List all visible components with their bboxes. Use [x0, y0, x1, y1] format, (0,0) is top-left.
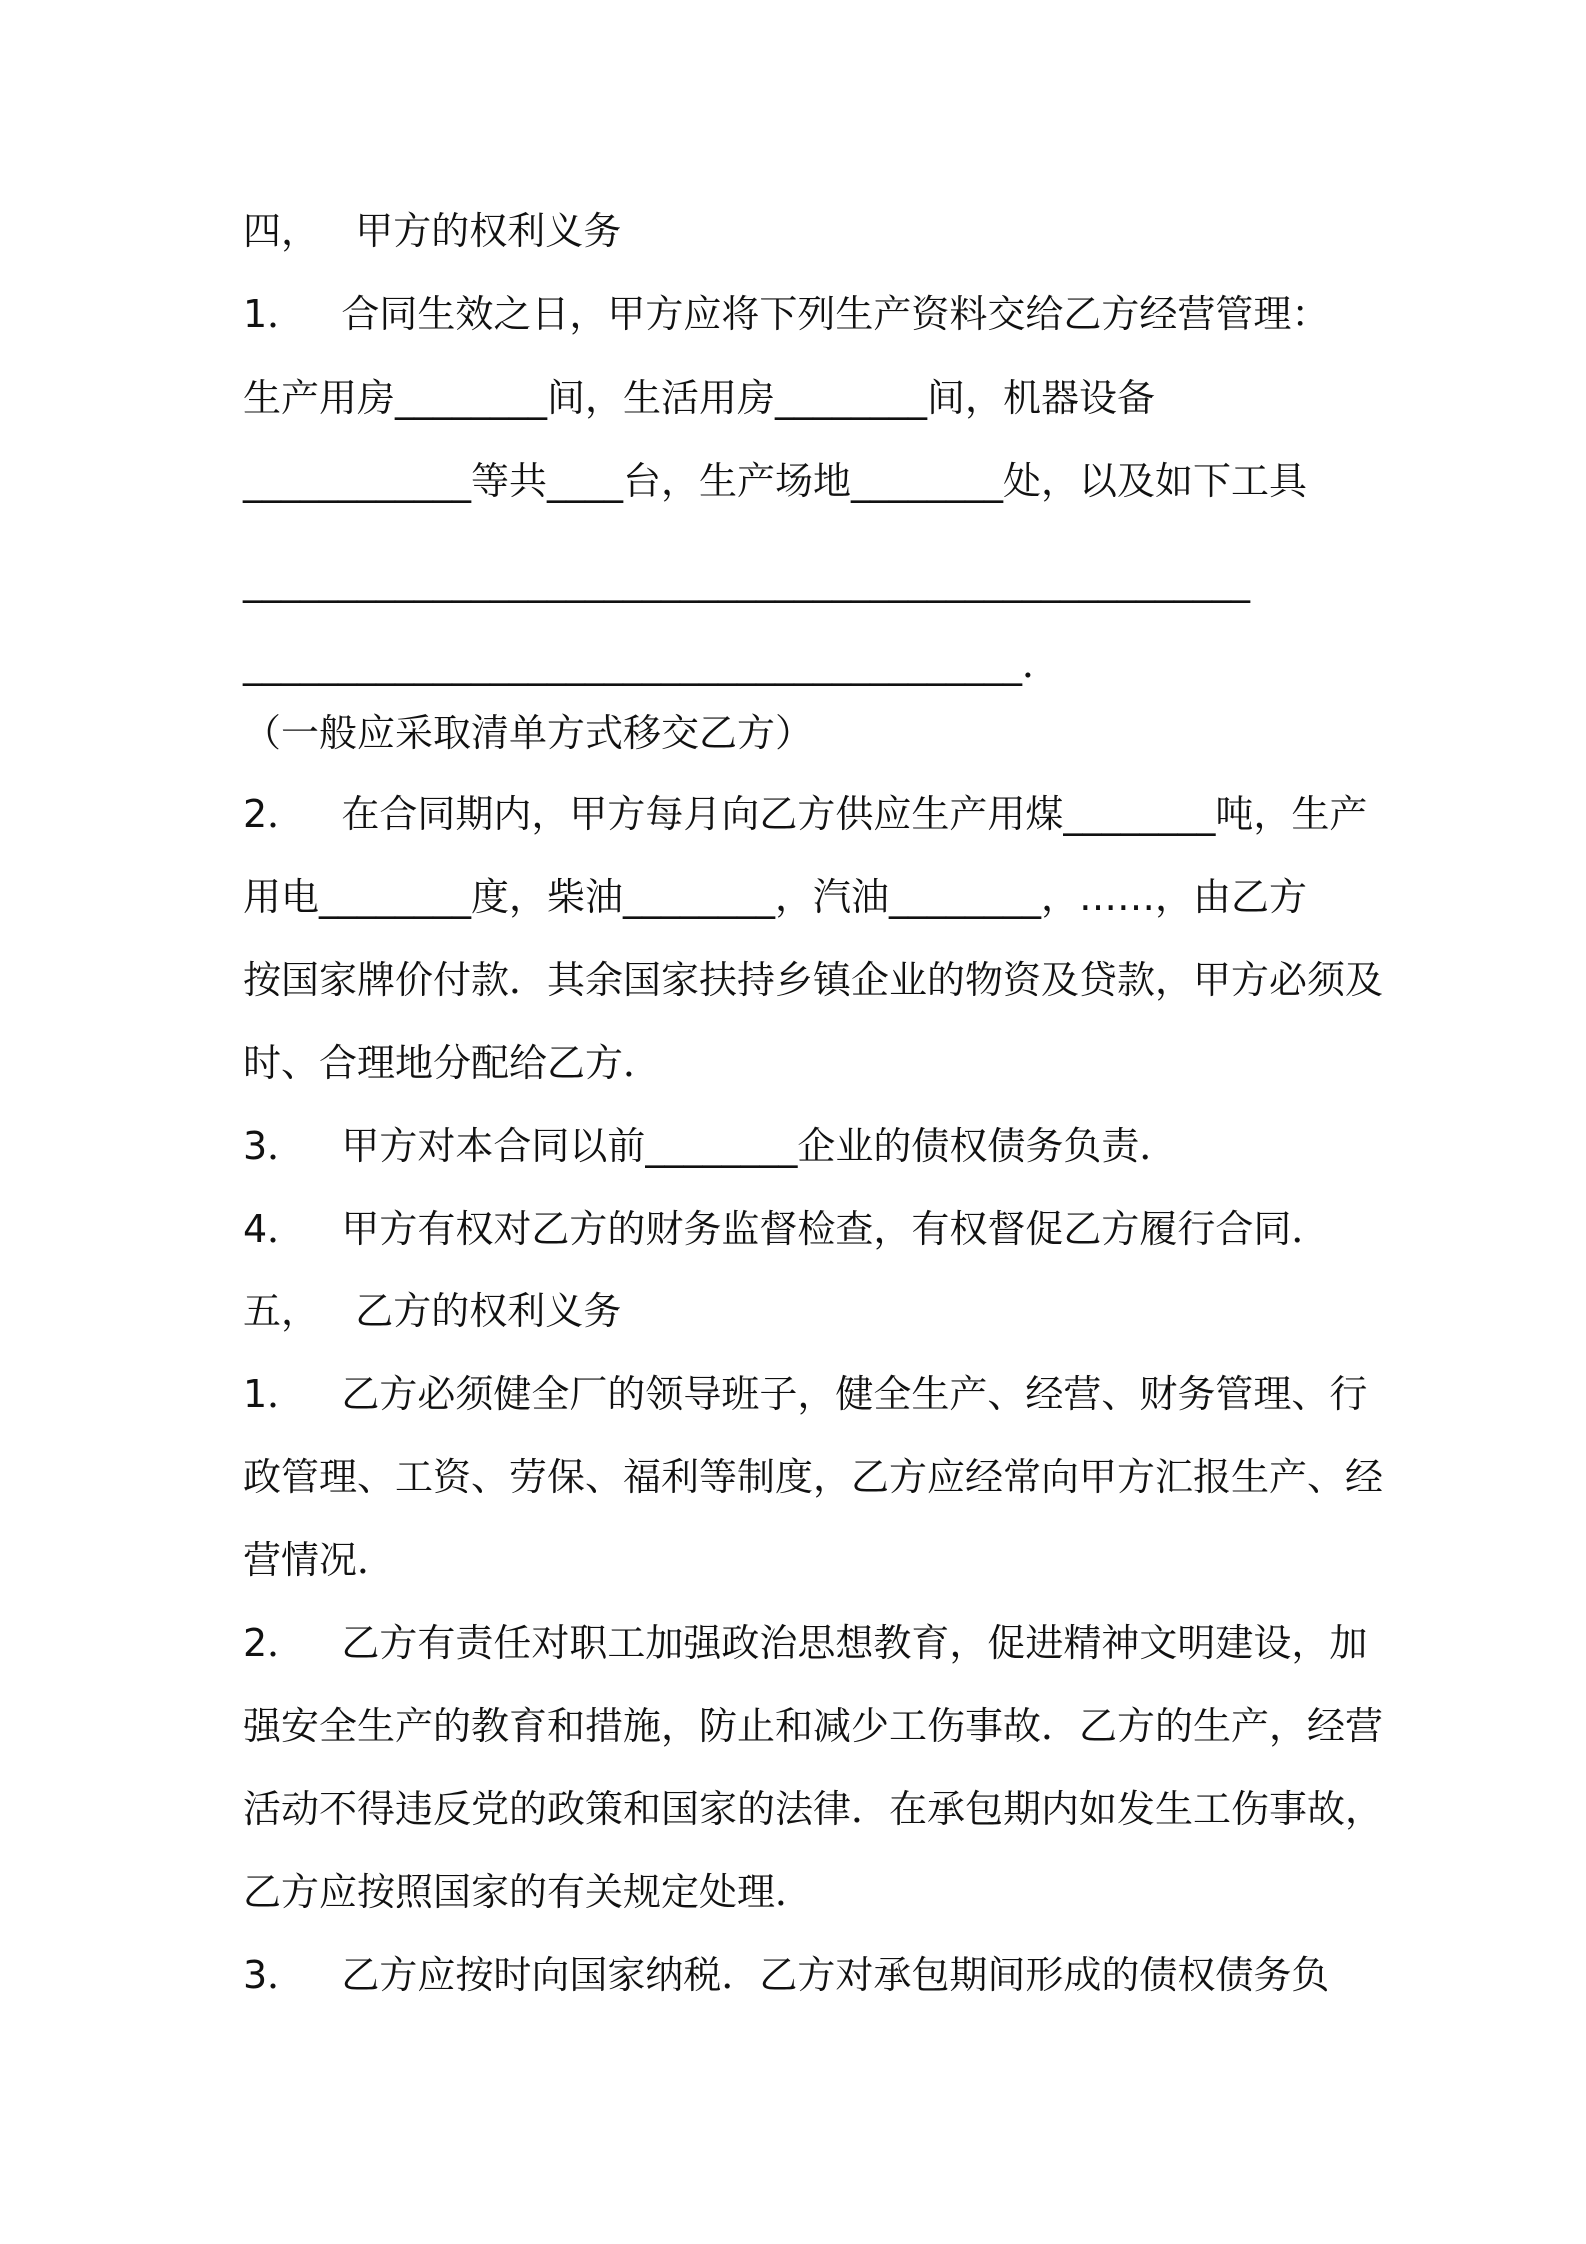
clause-5-2-text: 乙方应按照国家的有关规定处理． [243, 1870, 814, 1914]
clause-note: （一般应采取清单方式移交乙方） [243, 711, 814, 755]
clause-4-3: 3． 甲方对本合同以前________企业的债权债务负责． [243, 1124, 1178, 1168]
clause-4-1-text: 生产用房________间，生活用房________间，机器设备 [243, 376, 1156, 420]
clause-4-2-text: 用电________度，柴油________，汽油________，……，由乙方 [243, 875, 1308, 919]
clause-5-2-text: 活动不得违反党的政策和国家的法律．在承包期内如发生工伤事故， [243, 1787, 1384, 1831]
blank-line: _________________________________________． [243, 642, 1061, 686]
clause-5-1-text: 政管理、工资、劳保、福利等制度，乙方应经常向甲方汇报生产、经 [243, 1455, 1384, 1499]
blank-line: _____________________________________________________ [243, 559, 1250, 603]
clause-4-1: 1． 合同生效之日，甲方应将下列生产资料交给乙方经营管理： [243, 292, 1330, 336]
section-heading-5: 五， 乙方的权利义务 [243, 1289, 622, 1333]
clause-4-2-text: 按国家牌价付款．其余国家扶持乡镇企业的物资及贷款，甲方必须及 [243, 958, 1384, 1002]
clause-5-3: 3． 乙方应按时向国家纳税．乙方对承包期间形成的债权债务负 [243, 1953, 1330, 1997]
clause-5-1: 1． 乙方必须健全厂的领导班子，健全生产、经营、财务管理、行 [243, 1372, 1368, 1416]
clause-4-4: 4． 甲方有权对乙方的财务监督检查，有权督促乙方履行合同． [243, 1207, 1330, 1251]
clause-4-1-text: ____________等共____台，生产场地________处，以及如下工具 [243, 459, 1308, 503]
clause-5-2-text: 强安全生产的教育和措施，防止和减少工伤事故．乙方的生产，经营 [243, 1704, 1384, 1748]
clause-5-1-text: 营情况． [243, 1538, 396, 1582]
clause-5-2: 2． 乙方有责任对职工加强政治思想教育，促进精神文明建设，加 [243, 1621, 1368, 1665]
clause-4-2: 2． 在合同期内，甲方每月向乙方供应生产用煤________吨，生产 [243, 792, 1368, 836]
clause-4-2-text: 时、合理地分配给乙方． [243, 1041, 662, 1085]
section-heading-4: 四， 甲方的权利义务 [243, 209, 622, 253]
